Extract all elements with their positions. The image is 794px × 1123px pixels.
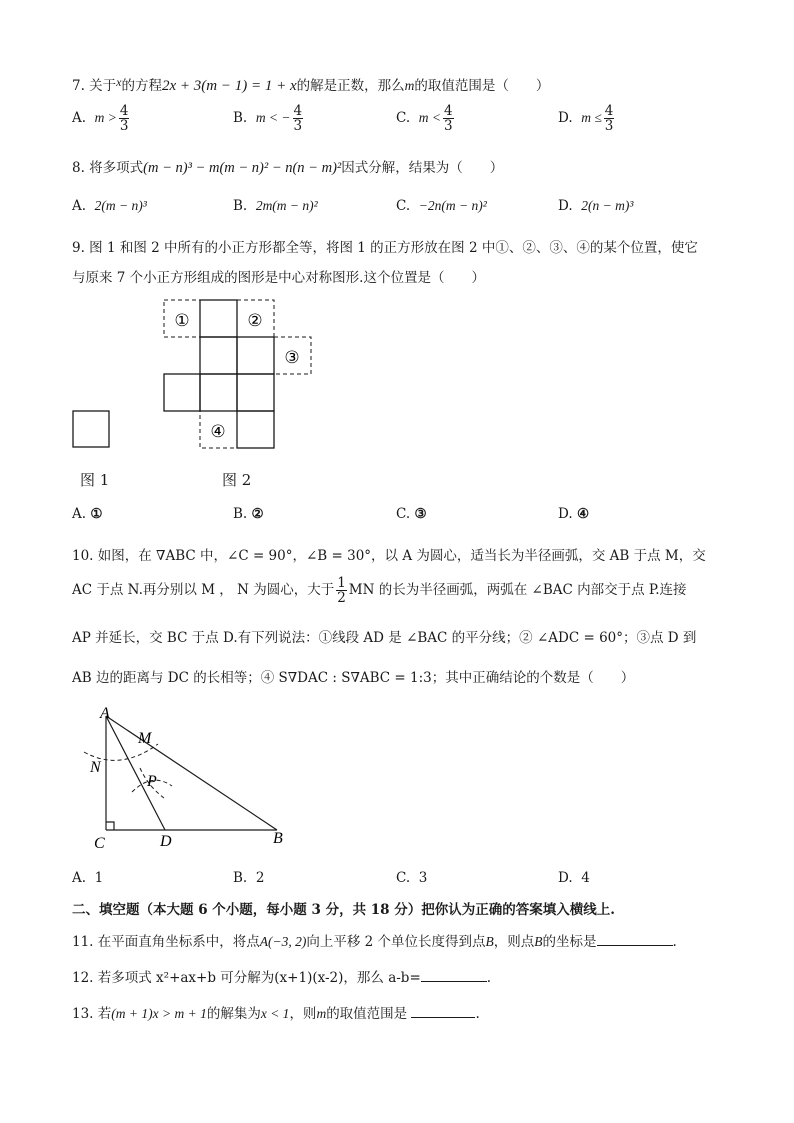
q10-option-d[interactable]: D. 4: [558, 870, 590, 886]
q10-line1: 10. 如图，在 ∇ABC 中，∠C = 90°，∠B = 30°，以 A 为圆心，适当长为半径画弧，交 AB 于点 M，交: [72, 548, 706, 564]
label-a: A: [100, 705, 110, 722]
q10-option-b[interactable]: B. 2: [233, 870, 265, 886]
q8-option-b[interactable]: B. 2m(m − n)²: [233, 198, 318, 214]
fig1-caption: 图 1: [80, 471, 110, 489]
label-p: P: [147, 773, 157, 790]
fraction: $\frac{4}{3}$: [293, 103, 303, 135]
q11-answer-blank[interactable]: [597, 931, 673, 946]
right-angle-mark: [106, 822, 114, 830]
label-m: M: [138, 730, 152, 747]
q9-option-a[interactable]: A. ①: [72, 506, 103, 522]
q9-line2: 与原来 7 个小正方形组成的图形是中心对称图形.这个位置是（ ）: [72, 270, 485, 286]
q8-option-a[interactable]: A. 2(m − n)³: [72, 198, 147, 214]
fraction: $\frac{4}{3}$: [604, 103, 614, 135]
fraction: $\frac{4}{3}$: [443, 103, 453, 135]
fig2-caption: 图 2: [222, 471, 252, 489]
label-b: B: [273, 830, 283, 847]
q10-line4: AB 边的距离与 DC 的长相等；④ S∇DAC : S∇ABC = 1:3；其中正确结论的个数是（ ）: [72, 670, 635, 686]
q10-line3: AP 并延长，交 BC 于点 D.有下列说法：①线段 AD 是 ∠BAC 的平分线；② ∠ADC = 60°；③点 D 到: [72, 630, 697, 646]
fig1-square: [73, 411, 109, 447]
fraction-half: $\frac{1}{2}$: [337, 575, 346, 607]
q9-option-b[interactable]: B. ②: [233, 506, 264, 522]
q10-triangle-figure: [80, 700, 310, 860]
q11: 11. 在平面直角坐标系中，将点A(−3, 2)向上平移 2 个单位长度得到点B，则点B的坐标是 .: [72, 930, 677, 950]
pos-label-2: ②: [247, 311, 263, 330]
pos-label-4: ④: [210, 422, 226, 441]
label-c: C: [94, 835, 105, 852]
q7-option-d[interactable]: D. m ≤ $\frac{4}{3}$: [558, 103, 614, 135]
pos-label-1: ①: [174, 311, 190, 330]
q13: 13. 若(m + 1)x > m + 1的解集为x < 1，则m的取值范围是 .: [72, 1002, 480, 1022]
side-ab: [106, 716, 277, 830]
q8-stem: 8. 将多项式(m − n)³ − m(m − n)² − n(n − m)²因式分解，结果为（ ）: [72, 160, 504, 176]
label-n: N: [90, 759, 101, 776]
q9-figure: [60, 290, 340, 470]
q7-option-b[interactable]: B. m < − $\frac{4}{3}$: [233, 103, 303, 135]
q9-option-d[interactable]: D. ④: [558, 506, 590, 522]
q7-option-c[interactable]: C. m < $\frac{4}{3}$: [396, 103, 453, 135]
q8-option-d[interactable]: D. 2(n − m)³: [558, 198, 634, 214]
q8-option-c[interactable]: C. −2n(m − n)²: [396, 198, 487, 214]
q12-answer-blank[interactable]: [421, 967, 487, 982]
q7-option-a[interactable]: A. m > $\frac{4}{3}$: [72, 103, 129, 135]
q9-option-c[interactable]: C. ③: [396, 506, 427, 522]
pos-label-3: ③: [284, 348, 300, 367]
section-heading: 二、填空题（本大题 6 个小题，每小题 3 分，共 18 分）把你认为正确的答案填入横线上.: [72, 902, 615, 918]
q9-line1: 9. 图 1 和图 2 中所有的小正方形都全等，将图 1 的正方形放在图 2 中①、②、③、④的某个位置，使它: [72, 240, 698, 256]
fraction: $\frac{4}{3}$: [119, 103, 129, 135]
q10-option-a[interactable]: A. 1: [72, 870, 104, 886]
label-d: D: [160, 833, 172, 850]
q7-stem: 7. 关于x的方程2x + 3(m − 1) = 1 + x的解是正数，那么m的取值范围是（ ）: [72, 75, 550, 94]
q10-option-c[interactable]: C. 3: [396, 870, 428, 886]
q13-answer-blank[interactable]: [411, 1003, 475, 1018]
q12: 12. 若多项式 x²+ax+b 可分解为(x+1)(x-2)，那么 a-b= .: [72, 966, 491, 986]
q10-line2: AC 于点 N.再分别以 M ， N 为圆心，大于 $\frac{1}{2}$ MN 的长为半径画弧，两弧在 ∠BAC 内部交于点 P.连接: [72, 575, 687, 607]
